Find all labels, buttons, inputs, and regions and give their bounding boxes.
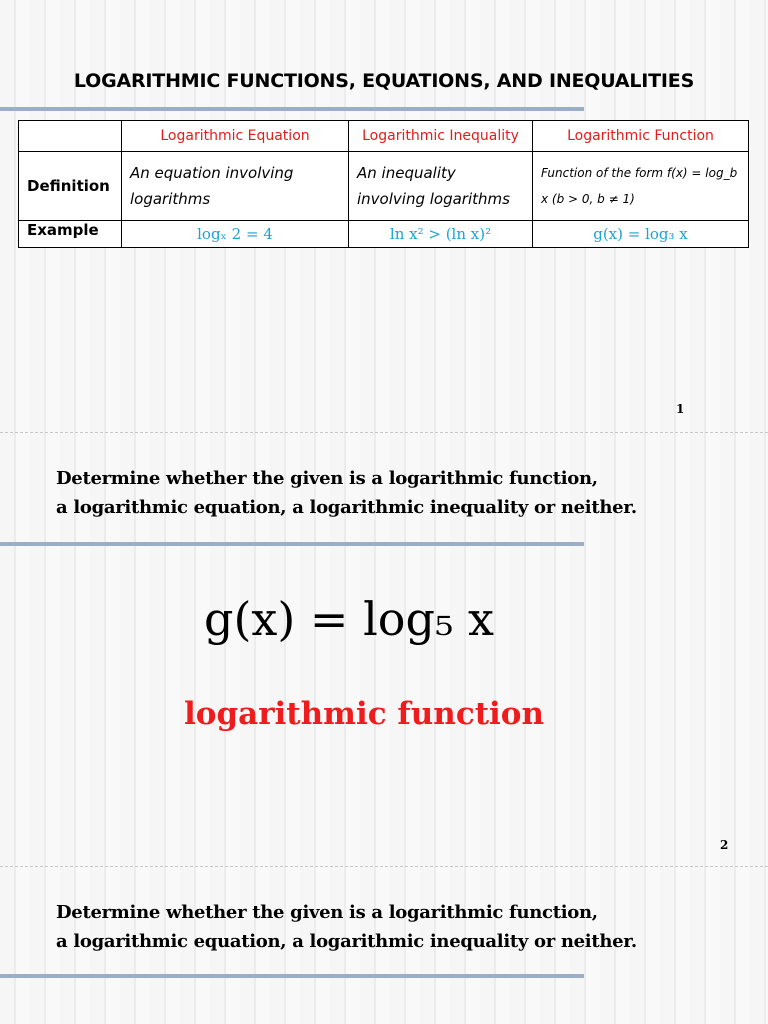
definition-function: Function of the form f(x) = log_b x (b > 0, b ≠ 1) (533, 152, 749, 221)
definition-label: Definition (19, 152, 122, 221)
question-line-2: a logarithmic equation, a logarithmic inequality or neither. (56, 497, 637, 518)
expression: g(x) = log₅ x (204, 592, 494, 646)
header-equation: Logarithmic Equation (122, 121, 349, 152)
header-inequality: Logarithmic Inequality (349, 121, 533, 152)
example-equation: logₓ 2 = 4 (122, 221, 349, 248)
page-number: 2 (720, 838, 729, 852)
slide-3 (0, 868, 768, 1024)
comparison-table (18, 120, 749, 248)
example-label: Example (19, 221, 122, 248)
question-line-1: Determine whether the given is a logarithmic function, (56, 902, 598, 923)
question-text (56, 898, 756, 956)
definition-inequality: An inequality involving logarithms (349, 152, 533, 221)
slide-title: LOGARITHMIC FUNCTIONS, EQUATIONS, AND INEQUALITIES (73, 70, 695, 92)
definition-equation: An equation involving logarithms (122, 152, 349, 221)
table-header-row (19, 121, 749, 152)
question-underline (0, 974, 584, 978)
question-line-2: a logarithmic equation, a logarithmic inequality or neither. (56, 931, 637, 952)
example-function: g(x) = log₃ x (533, 221, 749, 248)
question-text (56, 464, 756, 522)
slide-2 (0, 432, 768, 868)
answer-text: logarithmic function (183, 696, 545, 732)
page-number: 1 (676, 402, 685, 416)
question-underline (0, 542, 584, 546)
slide-1 (0, 0, 768, 432)
table-row-example (19, 221, 749, 248)
slide-separator (0, 866, 768, 867)
table-row-definition (19, 152, 749, 221)
corner-cell (19, 121, 122, 152)
header-function: Logarithmic Function (533, 121, 749, 152)
example-inequality: ln x² > (ln x)² (349, 221, 533, 248)
question-line-1: Determine whether the given is a logarithmic function, (56, 468, 598, 489)
title-underline (0, 107, 584, 111)
